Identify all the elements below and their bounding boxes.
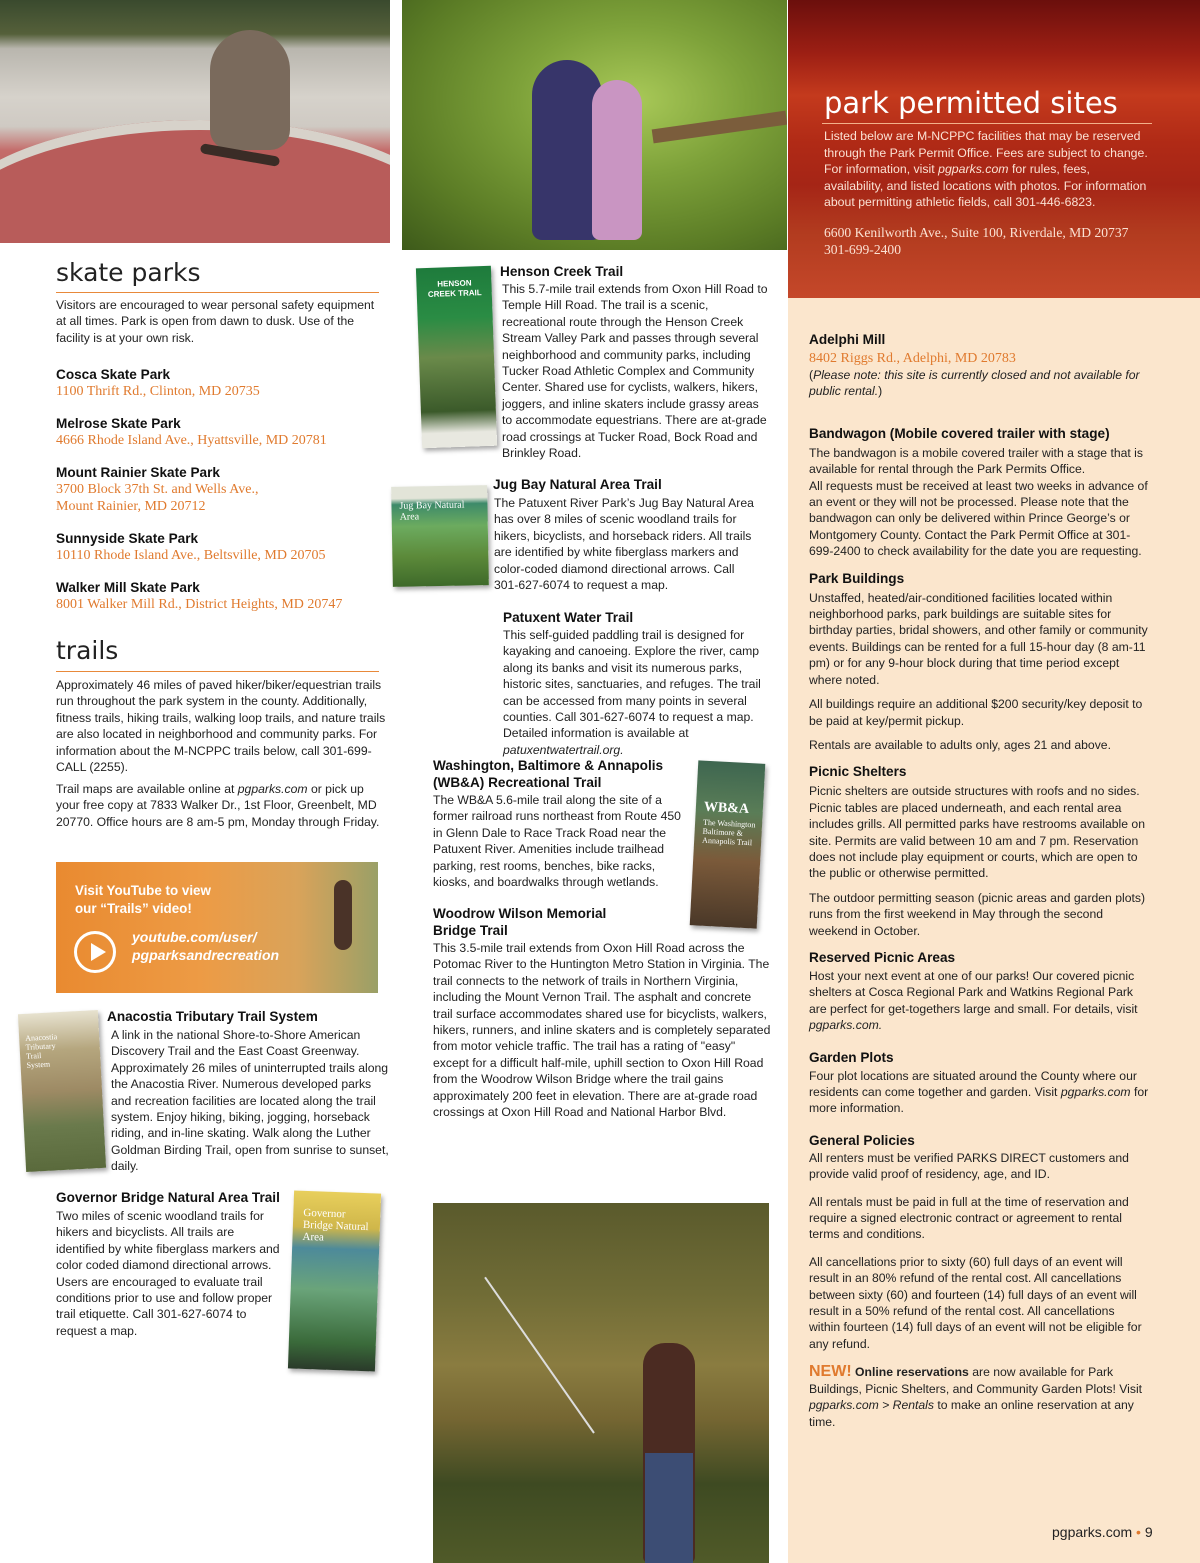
bandwagon-title: Bandwagon (Mobile covered trailer with stage) — [809, 425, 1110, 441]
adelphi-note: (Please note: this site is currently closed and not available for public rental.) — [809, 368, 1140, 399]
bandwagon-p1: The bandwagon is a mobile covered trailer with a stage that is available for rental through the Park Permits Office. — [809, 445, 1143, 477]
anacostia-title: Anacostia Tributary Trail System — [107, 1009, 318, 1024]
new-badge: NEW! — [809, 1363, 852, 1381]
skate-parks-intro: Visitors are encouraged to wear personal safety equipment at all times. Park is open from dawn to dusk. Use of the facility is at your own risk. — [56, 298, 375, 345]
list-item — [56, 464, 386, 515]
governor-bridge-title: Governor Bridge Natural Area Trail — [56, 1190, 280, 1205]
park-buildings-p1: Unstaffed, heated/air-conditioned facilities located within neighborhood parks, park buildings are suitable sites for birthday parties, bridal showers, and other family or community events. Buildings can be rented for a full 15-hour day (8 am-11 pm) or for any 9-hour block during that time period except where noted. — [809, 590, 1148, 687]
henson-creek-title: Henson Creek Trail — [500, 264, 624, 279]
skate-parks-title: skate parks — [56, 258, 201, 287]
governor-bridge-brochure-image: Governor Bridge Natural Area — [288, 1191, 381, 1372]
park-buildings-title: Park Buildings — [809, 570, 905, 586]
skate-park-address: 3700 Block 37th St. and Wells Ave., — [56, 482, 259, 497]
patuxent-water-body: This self-guided paddling trail is designed for kayaking and canoeing. Explore the river, camp along its banks and visit its numerous parks, historic sites, sanctuaries, and refuges. The trail can be accessed from many points in several counties. Call 301-627-6074 to request a map. Detailed information is available at patuxentwatertrail.org. — [503, 628, 761, 757]
play-icon[interactable] — [74, 931, 116, 973]
adelphi-address: 8402 Riggs Rd., Adelphi, MD 20783 — [809, 351, 1016, 366]
anacostia-body: A link in the national Shore-to-Shore American Discovery Trail and the East Coast Greenway. Approximately 26 miles of uninterrupted trails along the Anacostia River. Numerous developed parks and recreation facilities are located along the trail system. Enjoy hiking, biking, jogging, horseback riding, and in-line skating. Walk along the Luther Goldman Birding Trail, open from sunrise to sunset, daily. — [111, 1028, 389, 1174]
skateboarder-photo — [0, 0, 390, 243]
skate-park-list — [56, 366, 386, 613]
garden-plots-title: Garden Plots — [809, 1049, 894, 1065]
wba-brochure-image: WB&A The Washington Baltimore & Annapolis Trail — [690, 760, 766, 928]
trails-intro: Approximately 46 miles of paved hiker/biker/equestrian trails run throughout the park system in the county. Additionally, fitness trails, hiking trails, walking loop trails, and nature trails are also located in neighborhood and community parks. For information about the M-NCPPC trails below, call 301-699-CALL (2255). — [56, 678, 386, 775]
permitted-sites-rule — [822, 123, 1152, 124]
picnic-shelters-p2: The outdoor permitting season (picnic areas and garden plots) runs from the first weekend in May through the second weekend in October. — [809, 890, 1146, 938]
park-buildings-p3: Rentals are available to adults only, ages 21 and above. — [809, 737, 1111, 752]
general-policies-p2: All rentals must be paid in full at the time of reservation and require a signed electronic contract or agreement to rental terms and conditions. — [809, 1194, 1129, 1242]
reserved-picnic-body: Host your next event at one of our parks! Our covered picnic shelters at Cosca Regional Park and Watkins Regional Park are perfect for get-togethers large and small. For details, visit pgparks.com. — [809, 968, 1138, 1033]
general-policies-title: General Policies — [809, 1132, 915, 1148]
wba-title: Washington, Baltimore & Annapolis (WB&A) Recreational Trail — [433, 758, 664, 790]
list-item — [56, 530, 386, 564]
page-footer — [1052, 1524, 1153, 1540]
skate-park-address-line2: Mount Rainier, MD 20712 — [56, 499, 206, 514]
footer-separator: • — [1136, 1524, 1141, 1540]
rentals-link[interactable]: pgparks.com > Rentals — [809, 1398, 934, 1413]
trail-maps-note: Trail maps are available online at pgparks.com or pick up your free copy at 7833 Walker Dr., 1st Floor, Greenbelt, MD 20770. Office hours are 8 am-5 pm, Monday through Friday. — [56, 782, 380, 829]
reserved-picnic-title: Reserved Picnic Areas — [809, 949, 956, 965]
henson-creek-brochure-image: HENSON CREEK TRAIL — [416, 266, 497, 449]
footer-site[interactable]: pgparks.com — [1052, 1524, 1133, 1540]
online-reservations-note: NEW! Online reservations are now available for Park Buildings, Picnic Shelters, and Community Garden Plots! Visit pgparks.com > Rentals to make an online reservation at any time. — [809, 1363, 1143, 1429]
anacostia-brochure-image: Anacostia Tributary Trail System — [18, 1010, 106, 1172]
list-item — [56, 366, 386, 400]
skate-park-address: 4666 Rhode Island Ave., Hyattsville, MD 20781 — [56, 433, 327, 448]
list-item — [56, 415, 386, 449]
skate-park-name: Mount Rainier Skate Park — [56, 465, 220, 480]
runner-silhouette — [334, 880, 352, 950]
woodrow-wilson-body: This 3.5-mile trail extends from Oxon Hill Road across the Potomac River to the Huntington Metro Station in Virginia. The trail connects to the network of trails in Northern Virginia, including the Mount Vernon Trail. The asphalt and concrete trail surface accommodates shared use for bicyclists, walkers, hikers, runners, and inline skaters and is completely separated from motor vehicle traffic. The trail has a rating of "easy" except for a difficult half-mile, uphill section to Oxon Hill Road from the Woodrow Wilson Bridge where the trail gains approximately 200 feet in elevation. There are at-grade road crossings at Oxon Hill Road and National Harbor Blvd. — [433, 941, 771, 1120]
jug-bay-body: The Patuxent River Park’s Jug Bay Natural Area has over 8 miles of scenic woodland trails for hikers, bicyclists, and horseback riders. All trails are identified by white fiberglass markers and color-coded diamond directional arrows. Call 301-627-6074 to request a map. — [494, 496, 754, 593]
pgparks-link[interactable]: pgparks.com — [938, 162, 1009, 177]
woodrow-wilson-title: Woodrow Wilson Memorial Bridge Trail — [433, 906, 607, 938]
trail-walkers-photo — [402, 0, 787, 250]
pgparks-link[interactable]: pgparks.com. — [809, 1018, 883, 1033]
skate-park-address: 8001 Walker Mill Rd., District Heights, MD 20747 — [56, 597, 343, 612]
adelphi-title: Adelphi Mill — [809, 332, 886, 347]
permit-listings — [809, 331, 1149, 1430]
skate-park-address: 10110 Rhode Island Ave., Beltsville, MD 20705 — [56, 548, 326, 563]
youtube-promo[interactable] — [56, 862, 378, 993]
picnic-shelters-title: Picnic Shelters — [809, 764, 907, 780]
permit-office-address: 6600 Kenilworth Ave., Suite 100, Riverdale, MD 20737 301-699-2400 — [824, 225, 1129, 257]
permitted-sites-intro: Listed below are M-NCPPC facilities that may be reserved through the Park Permit Office. Fees are subject to change. For information, visit pgparks.com for rules, fees, availability, and listed locations with photos. For information about permitting athletic fields, call 301-446-6823. — [824, 129, 1148, 210]
trails-rule — [56, 671, 379, 672]
governor-bridge-body: Two miles of scenic woodland trails for hikers and bicyclists. All trails are identified by white fiberglass markers and color coded diamond directional arrows. Users are encouraged to evaluate trail conditions prior to use and follow proper trail etiquette. Call 301-627-6074 to request a map. — [56, 1209, 280, 1338]
list-item — [56, 579, 386, 613]
youtube-link[interactable]: youtube.com/user/ pgparksandrecreation — [132, 929, 280, 963]
henson-creek-body: This 5.7-mile trail extends from Oxon Hill Road to Temple Hill Road. The trail is a scenic, recreational route through the Henson Creek Stream Valley Park and passes through several neighborhood and community parks, including Tucker Road Athletic Complex and Community Center. Shared use for cyclists, walkers, hikers, joggers, and inline skaters include grassy areas to accommodate equestrians. There are at-grade road crossings at Tucker Road, Bock Road and Brinkley Road. — [502, 282, 768, 461]
pgparks-link[interactable]: pgparks.com — [1060, 1085, 1131, 1099]
skate-park-name: Walker Mill Skate Park — [56, 580, 200, 595]
skate-park-name: Cosca Skate Park — [56, 367, 171, 382]
permitted-sites-title: park permitted sites — [824, 86, 1118, 120]
jug-bay-brochure-image: Jug Bay Natural Area — [391, 485, 489, 587]
garden-plots-body: Four plot locations are situated around the County where our residents can come together and garden. Visit pgparks.com for more information. — [809, 1068, 1149, 1116]
patuxent-link[interactable]: patuxentwatertrail.org. — [503, 742, 624, 757]
pgparks-link[interactable]: pgparks.com — [237, 782, 308, 796]
wba-body: The WB&A 5.6-mile trail along the site of a former railroad runs northeast from Route 450 in Glenn Dale to Race Track Road near the Patuxent River. Amenities include trailhead parking, rest rooms, benches, bike racks, kiosks, and boardwalks through wetlands. — [433, 793, 681, 890]
general-policies-p3: All cancellations prior to sixty (60) full days of an event will result in an 80% refund of the rental cost. All cancellations between sixty (60) and fourteen (14) full days of an event will result in a 50% refund of the rental cost. All cancellations within fourteen (14) full days of an event will not be eligible for any refund. — [809, 1254, 1142, 1351]
jug-bay-title: Jug Bay Natural Area Trail — [493, 477, 662, 492]
bandwagon-p2: All requests must be received at least two weeks in advance of an event or they will not be processed. Please note that the bandwagon can only be delivered within Prince George’s or Montgomery County. Contact the Park Permit Office at 301-699-2400 to check availability for the date you are requesting. — [809, 478, 1148, 559]
picnic-shelters-p1: Picnic shelters are outside structures with roofs and no sides. Picnic tables are placed underneath, and each rental area includes grills. All permitted parks have restrooms available on site. Permits are valid between 10 am and 7 pm. Reservation does not include play equipment or courts, which are open to the public or otherwise permitted. — [809, 784, 1145, 881]
skate-park-name: Sunnyside Skate Park — [56, 531, 199, 546]
skate-park-address: 1100 Thrift Rd., Clinton, MD 20735 — [56, 384, 260, 399]
page-number: 9 — [1144, 1524, 1153, 1540]
fisherman-photo — [433, 1203, 769, 1563]
youtube-promo-text: Visit YouTube to view our “Trails” video! — [75, 883, 211, 916]
park-buildings-p2: All buildings require an additional $200 security/key deposit to be paid at key/permit pickup. — [809, 697, 1143, 728]
general-policies-p1: All renters must be verified PARKS DIRECT customers and provide valid proof of residency, age, and ID. — [809, 1150, 1129, 1182]
skate-park-name: Melrose Skate Park — [56, 416, 181, 431]
patuxent-water-title: Patuxent Water Trail — [503, 610, 634, 625]
trails-title: trails — [56, 636, 119, 665]
skate-parks-rule — [56, 292, 379, 293]
